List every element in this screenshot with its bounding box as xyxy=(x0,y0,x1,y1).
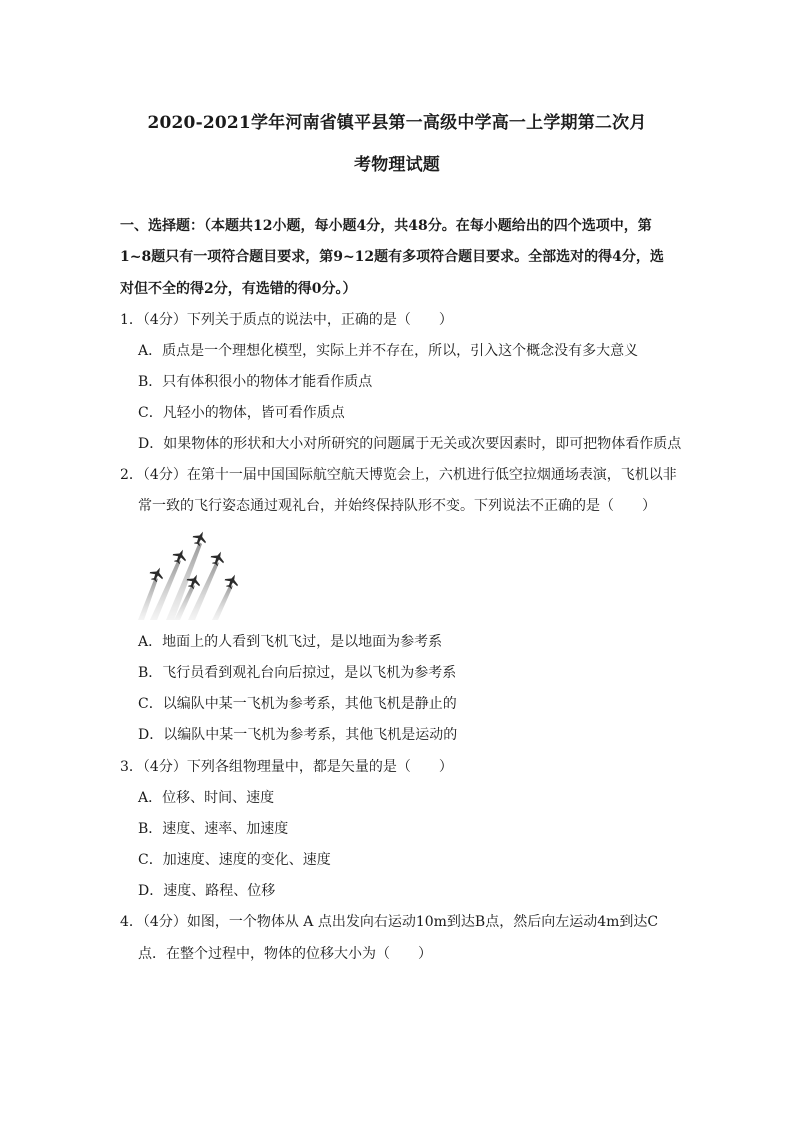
question-3-stem: 3．（4分）下列各组物理量中，都是矢量的是（ ） xyxy=(120,759,453,775)
question-3-option-c: C．加速度、速度的变化、速度 xyxy=(138,852,331,868)
exam-title-line-2: 考物理试题 xyxy=(354,155,440,175)
question-3-option-b: B．速度、速率、加速度 xyxy=(138,821,289,837)
question-1-option-a: A．质点是一个理想化模型，实际上并不存在，所以，引入这个概念没有多大意义 xyxy=(138,343,639,359)
question-2-stem-line-1: 2．（4分）在第十一届中国国际航空航天博览会上，六机进行低空拉烟通场表演，飞机以非 xyxy=(120,467,677,483)
smoke-trails xyxy=(138,542,233,620)
question-3-option-a: A．位移、时间、速度 xyxy=(138,790,275,806)
exam-title-line-1: 2020-2021学年河南省镇平县第一高级中学高一上学期第二次月 xyxy=(147,113,647,133)
question-3-option-d: D．速度、路程、位移 xyxy=(138,883,276,899)
question-2-option-a: A．地面上的人看到飞机飞过，是以地面为参考系 xyxy=(138,634,443,650)
question-2-option-c: C．以编队中某一飞机为参考系，其他飞机是静止的 xyxy=(138,696,457,712)
question-1-stem: 1．（4分）下列关于质点的说法中，正确的是（ ） xyxy=(120,312,453,328)
question-1-option-b: B．只有体积很小的物体才能看作质点 xyxy=(138,374,373,390)
question-2-stem-line-2: 常一致的飞行姿态通过观礼台，并始终保持队形不变。下列说法不正确的是（ ） xyxy=(138,498,656,514)
question-2-option-d: D．以编队中某一飞机为参考系，其他飞机是运动的 xyxy=(138,727,458,743)
jet-formation-illustration xyxy=(136,528,244,620)
question-2-option-b: B．飞行员看到观礼台向后掠过，是以飞机为参考系 xyxy=(138,665,457,681)
question-1-option-c: C．凡轻小的物体，皆可看作质点 xyxy=(138,405,345,421)
section-instructions-line-2: 1~8题只有一项符合题目要求，第9~12题有多项符合题目要求。全部选对的得4分，选 xyxy=(120,249,664,265)
jet-formation-figure xyxy=(136,528,244,620)
section-instructions-line-3: 对但不全的得2分，有选错的得0分。） xyxy=(120,281,357,297)
question-4-stem-line-2: 点．在整个过程中，物体的位移大小为（ ） xyxy=(138,946,432,962)
question-4-stem-line-1: 4．（4分）如图，一个物体从 A 点出发向右运动10m到达B点，然后向左运动4m到达C xyxy=(120,914,659,930)
question-1-option-d: D．如果物体的形状和大小对所研究的问题属于无关或次要因素时，即可把物体看作质点 xyxy=(138,436,682,452)
section-instructions-line-1: 一、选择题：（本题共12小题，每小题4分，共48分。在每小题给出的四个选项中，第 xyxy=(120,218,652,234)
